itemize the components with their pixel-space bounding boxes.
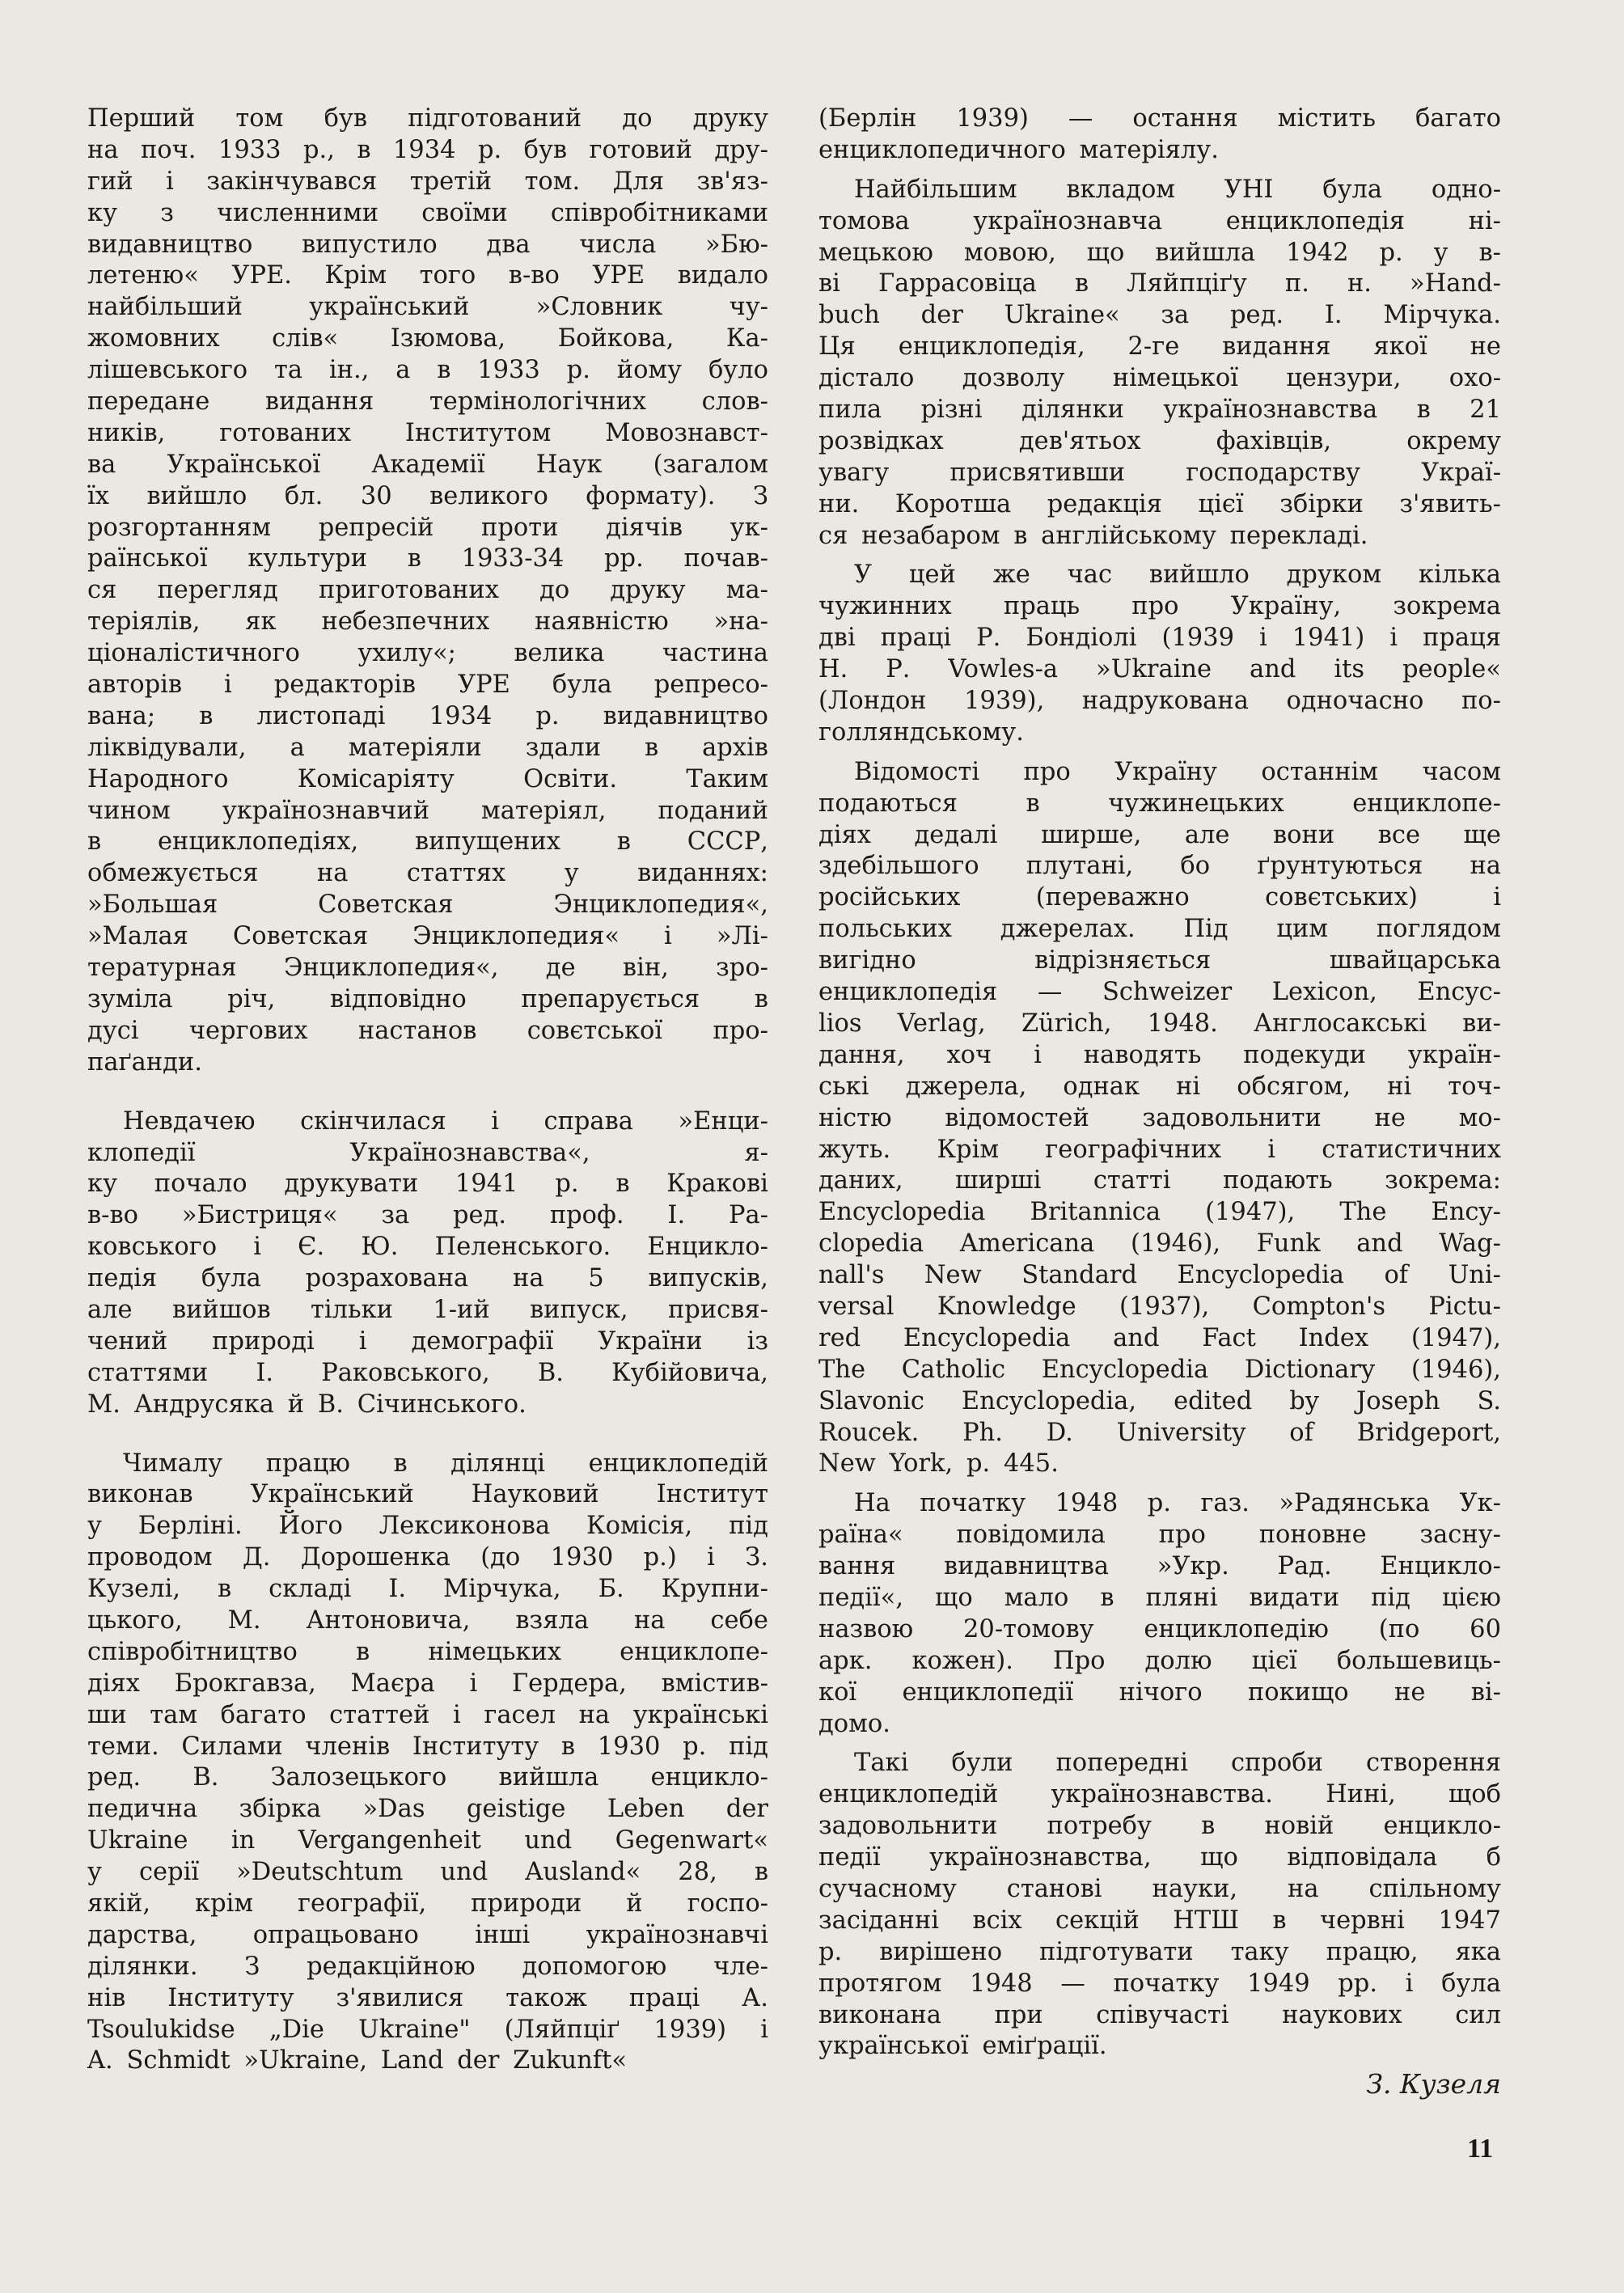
paragraph [818,1748,1501,2062]
text-line: Чималу працю в ділянці енциклопедій [123,1449,768,1478]
text-line: lios Verlag, Zürich, 1948. Англосакські ви- [818,1009,1501,1038]
text-line: клопедії Українознавства«, я- [87,1138,768,1167]
text-line: ва Української Академії Наук (загалом [87,450,768,479]
text-line: clopedia Americana (1946), Funk and Wag- [818,1229,1501,1259]
text-line: кої енциклопедії нічого покищо не ві- [818,1677,1501,1707]
paragraph [87,1106,768,1421]
text-line: Roucek. Ph. D. University of Bridgeport, [818,1418,1501,1447]
text-line: »Большая Советская Энциклопедия«, [87,891,768,920]
text-line: вигідно відрізняється швайцарська [818,946,1501,975]
paragraph [818,757,1501,1480]
left-column [87,104,768,2077]
text-line: передане видання термінологічних слов- [87,387,768,417]
text-line: ся незабаром в англійському перекладі. [818,521,1368,550]
text-line: ціоналістичного ухилу«; велика частина [87,639,768,668]
paragraph-gap [818,1740,1501,1748]
text-line: ділянки. З редакційною допомогою чле- [87,1952,768,1981]
text-line: їх вийшло бл. 30 великого формату). З [87,481,768,510]
text-line: раїна« повідомила про поновне засну- [818,1521,1501,1550]
text-line: якій, крім географії, природи й госпо- [87,1889,768,1918]
text-line: nall's New Standard Encyclopedia of Uni- [818,1261,1501,1290]
text-line: даних, ширші статті подають зокрема: [818,1166,1501,1195]
text-line: гий і закінчувався третій том. Для зв'яз- [87,167,768,196]
text-line: жуть. Крім географічних і статистичних [818,1135,1501,1164]
text-line: увагу присвятивши господарству Украї- [818,458,1501,487]
text-line: летеню« УРЕ. Крім того в-во УРЕ видало [87,261,768,290]
text-line: ку з численними своїми співробітниками [87,198,768,227]
text-line: (Лондон 1939), надрукована одночасно по- [818,687,1501,716]
text-line: томова українознавча енциклопедія ні- [818,206,1501,235]
text-line: Ukraine in Vergangenheit und Gegenwart« [87,1826,768,1855]
text-line: ників, готованих Інститутом Мовознавст- [87,418,768,447]
text-line: The Catholic Encyclopedia Dictionary (1946), [818,1355,1501,1384]
text-line: проводом Д. Дорошенка (до 1930 р.) і З. [87,1543,768,1572]
text-line: Encyclopedia Britannica (1947), The Ency- [818,1198,1501,1227]
paragraph [818,560,1501,748]
text-line: пила різні ділянки українознавства в 21 [818,396,1501,425]
text-line: української еміґрації. [818,2032,1107,2061]
text-line: buch der Ukraine« за ред. І. Мірчука. [818,301,1501,330]
text-line: чином українознавчий матеріял, поданий [87,796,768,825]
text-line: р. вирішено підготувати таку працю, яка [818,1937,1501,1966]
text-line: задовольнити потребу в новій енцикло- [818,1812,1501,1841]
text-line: паґанди. [87,1047,202,1077]
text-line: польських джерелах. Під цим поглядом [818,915,1501,944]
text-line: статтями І. Раковського, В. Кубійовича, [87,1358,768,1387]
paragraph-gap [818,552,1501,560]
text-line: Невдачею скінчилася і справа »Енци- [123,1106,768,1136]
text-line: На початку 1948 р. газ. »Радянська Ук- [854,1489,1501,1518]
text-line: Перший том був підготований до друку [87,104,768,133]
text-line: М. Андрусяка й В. Січинського. [87,1390,527,1419]
text-line: російських (переважно совєтських) і [818,883,1501,912]
text-line: Народного Комісаріяту Освіти. Таким [87,764,768,793]
text-line: енциклопедичного матеріялу. [818,135,1219,164]
text-line: ві Гаррасовіца в Ляйпціґу п. н. »Hand- [818,269,1501,298]
paragraph [818,1488,1501,1740]
text-line: видавництво випустило два числа »Бю- [87,230,768,259]
text-line: теріялів, як небезпечних наявністю »на- [87,607,768,637]
text-line: ські джерела, однак ні обсягом, ні точ- [818,1072,1501,1101]
text-line: обмежується на статтях у виданнях: [87,859,768,888]
text-line: подаються в чужинецьких енциклопе- [818,789,1501,818]
text-line: A. Schmidt »Ukraine, Land der Zukunft« [87,2046,627,2075]
text-line: Tsoulukidse „Die Ukraine" (Ляйпціґ 1939) і [87,2015,768,2044]
text-line: але вийшов тільки 1-ий випуск, присвя- [87,1295,768,1324]
text-line: Найбільшим вкладом УНІ була одно- [854,175,1501,204]
text-line: »Малая Советская Энциклопедия« і »Лі- [87,922,768,951]
right-column [818,104,1501,2103]
text-line: У цей же час вийшло друком кілька [854,561,1501,590]
text-line: мецькою мовою, що вийшла 1942 р. у в- [818,238,1501,267]
text-line: жомовних слів« Ізюмова, Бойкова, Ка- [87,324,768,353]
text-line: red Encyclopedia and Fact Index (1947), [818,1323,1501,1352]
text-line: Ця енциклопедія, 2-ге видання якої не [818,332,1501,362]
text-line: педична збірка »Das geistige Leben der [87,1795,768,1824]
text-line: тературная Энциклопедия«, де він, зро- [87,954,768,983]
text-line: вання видавництва »Укр. Рад. Енцикло- [818,1552,1501,1581]
text-line: дання, хоч і наводять подекуди україн- [818,1040,1501,1069]
text-line: домо. [818,1709,890,1738]
text-line: виконав Український Науковий Інститут [87,1480,768,1509]
text-line: співробітництво в німецьких енциклопе- [87,1637,768,1666]
text-line: діях дедалі ширше, але вони все ще [818,820,1501,849]
author-signature: З. Кузеля [1366,2068,1501,2101]
text-line: дві праці Р. Бондіолі (1939 і 1941) і праця [818,624,1501,653]
paragraph [818,175,1501,552]
text-line: у серії »Deutschtum und Ausland« 28, в [87,1858,768,1887]
paragraph [818,104,1501,167]
paragraph-gap [87,1079,768,1106]
text-line: протягом 1948 — початку 1949 рр. і була [818,1969,1501,1998]
text-line: авторів і редакторів УРЕ була репресо- [87,671,768,700]
text-line: ковського і Є. Ю. Пеленського. Енцикло- [87,1233,768,1262]
text-line: ся перегляд приготованих до друку ма- [87,576,768,605]
text-line: енциклопедія — Schweizer Lexicon, Encyc- [818,978,1501,1007]
text-line: New York, p. 445. [818,1449,1059,1479]
text-line: розгортанням репресій проти діячів ук- [87,513,768,542]
text-line: педії українознавства, що відповідала б [818,1843,1501,1872]
text-line: ши там багато статтей і гасел на українські [87,1700,768,1729]
text-line: засіданні всіх секцій НТШ в червні 1947 [818,1906,1501,1935]
text-line: діях Брокгавза, Маєра і Гердера, вмістив- [87,1669,768,1698]
text-line: (Берлін 1939) — остання містить багато [818,104,1501,133]
paragraph [87,1449,768,2078]
text-line: голляндському. [818,717,1024,747]
text-line: на поч. 1933 р., в 1934 р. був готовий дру- [87,135,768,164]
text-line: ред. В. Залозецького вийшла енцикло- [87,1763,768,1792]
text-line: енциклопедій українознавства. Нині, щоб [818,1780,1501,1809]
text-line: чений природі і демографії України із [87,1326,768,1356]
paragraph-gap [818,1480,1501,1488]
text-line: виконана при співучасті наукових сил [818,2000,1501,2029]
text-line: ліквідували, а матеріяли здали в архів [87,733,768,762]
text-line: дістало дозволу німецької цензури, охо- [818,364,1501,393]
text-line: ністю відомостей задовольнити не мо- [818,1103,1501,1132]
paragraph [87,104,768,1079]
text-line: найбільший український »Словник чу- [87,293,768,322]
page-number: 11 [1467,2134,1494,2164]
paragraph-gap [818,749,1501,757]
text-line: ни. Коротша редакція цієї збірки з'явить- [818,489,1501,518]
text-line: педія була розрахована на 5 випусків, [87,1264,768,1293]
text-line: арк. кожен). Про долю цієї большевиць- [818,1646,1501,1675]
text-line: розвідках дев'ятьох фахівців, окрему [818,426,1501,455]
text-line: лішевського та ін., а в 1933 р. йому було [87,356,768,385]
text-line: ку почало друкувати 1941 р. в Кракові [87,1170,768,1199]
text-line: теми. Силами членів Інституту в 1930 р. під [87,1732,768,1761]
text-line: Slavonic Encyclopedia, edited by Joseph S. [818,1386,1501,1415]
text-line: Відомості про Україну останнім часом [854,757,1501,786]
text-line: вана; в листопаді 1934 р. видавництво [87,701,768,730]
text-line: дусі чергових настанов совєтської про- [87,1016,768,1045]
text-line: дарства, опрацьовано інші українознавчі [87,1920,768,1949]
text-line: цького, М. Антоновича, взяла на себе [87,1606,768,1635]
text-line: назвою 20-томову енциклопедію (по 60 [818,1614,1501,1644]
text-line: в енциклопедіях, випущених в СССР, [87,827,768,857]
text-line: Кузелі, в складі І. Мірчука, Б. Крупни- [87,1575,768,1604]
text-line: у Берліні. Його Лексиконова Комісія, під [87,1512,768,1541]
text-line: здебільшого плутані, бо ґрунтуються на [818,852,1501,881]
text-line: раїнської культури в 1933-34 рр. почав- [87,544,768,573]
text-line: versal Knowledge (1937), Compton's Pictu- [818,1292,1501,1321]
text-line: в-во »Бистриця« за ред. проф. І. Ра- [87,1201,768,1230]
text-line: зуміла річ, відповідно препарується в [87,984,768,1013]
text-line: сучасному станові науки, на спільному [818,1874,1501,1903]
text-line: чужинних праць про Україну, зокрема [818,592,1501,621]
paragraph-gap [87,1421,768,1449]
paragraph-gap [818,167,1501,175]
text-line: педії«, що мало в пляні видати під цією [818,1583,1501,1612]
text-line: нів Інституту з'явилися також праці А. [87,1983,768,2012]
text-line: Н. Р. Vowles-а »Ukraine and its people« [818,655,1501,684]
text-line: Такі були попередні спроби створення [854,1749,1501,1778]
